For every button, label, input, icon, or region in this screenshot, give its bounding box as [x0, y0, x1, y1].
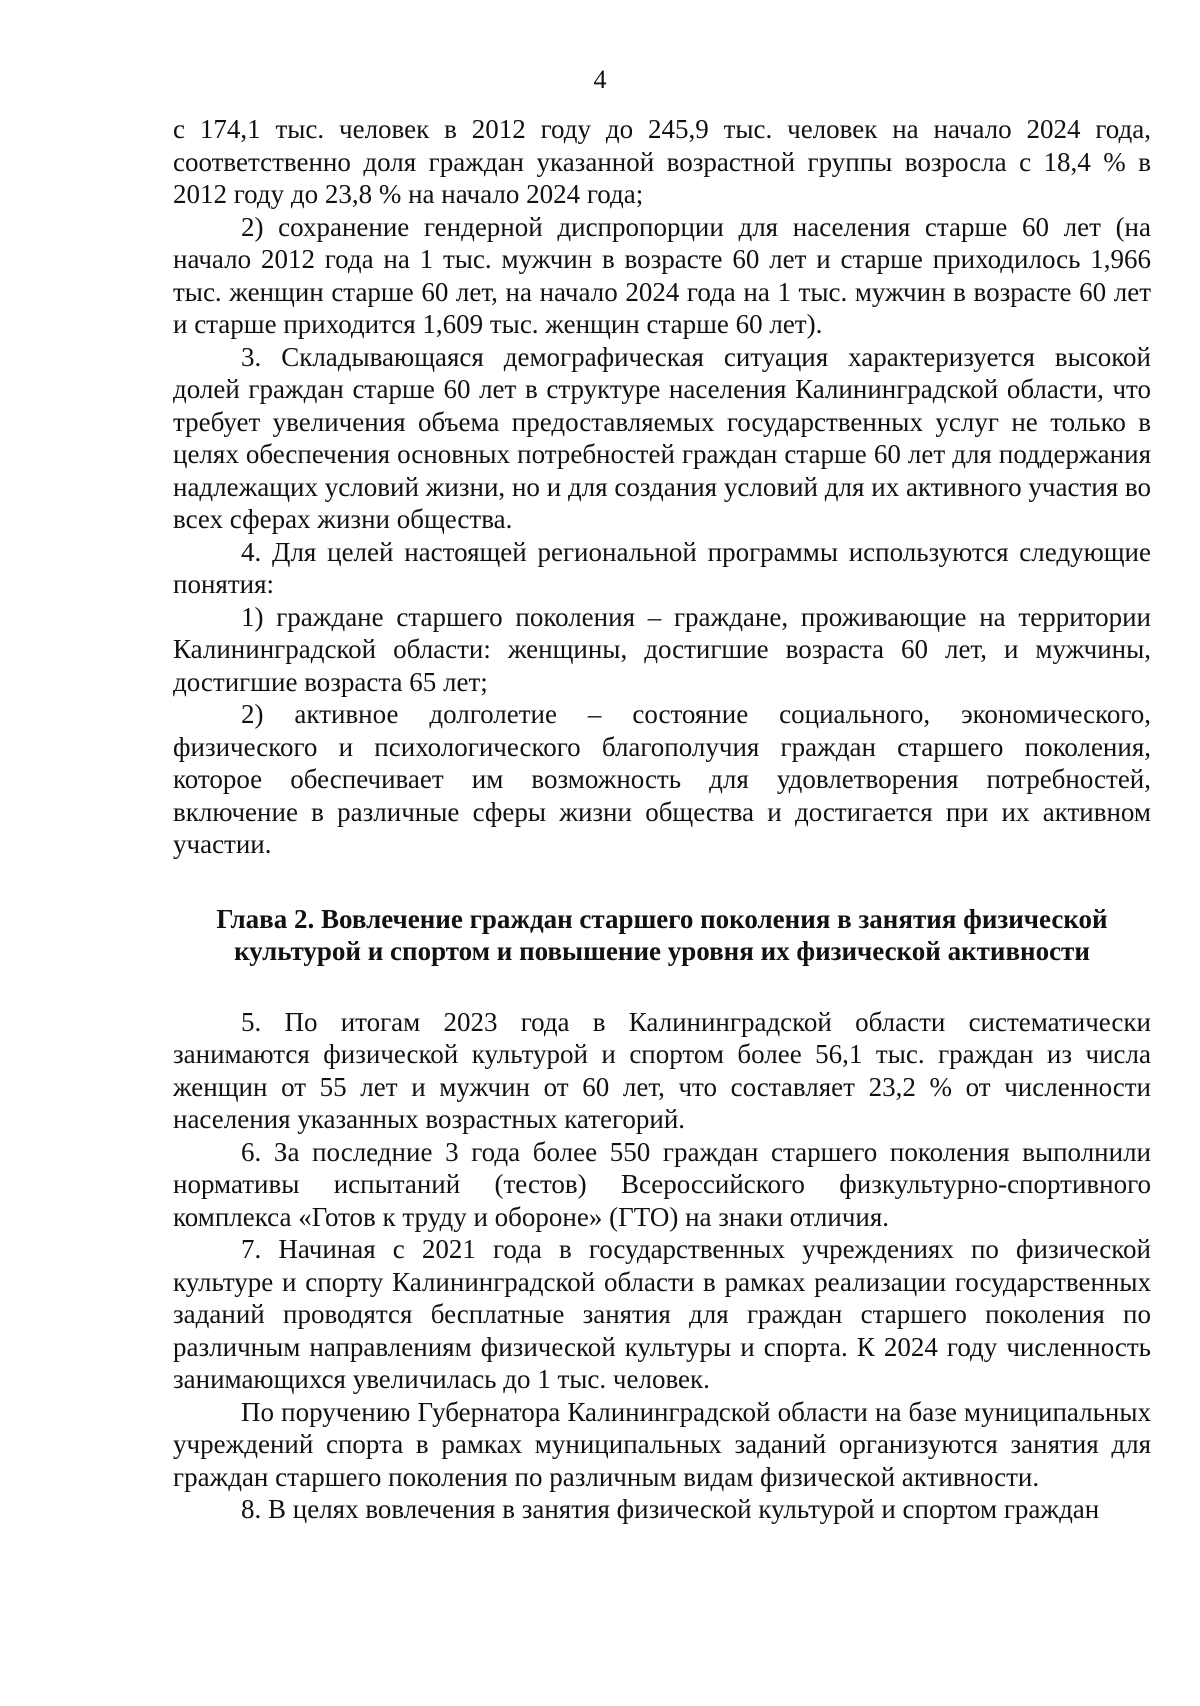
paragraph-continuation: с 174,1 тыс. человек в 2012 году до 245,9 тыс. человек на начало 2024 года, соответственно доля граждан указанной возрастной группы возросла с 18,4 % в 2012 году до 23,8 % на начало 2024 года; — [173, 114, 1151, 209]
paragraph-7: 7. Начиная с 2021 года в государственных учреждениях по физической культуре и спорту Калининградской области в рамках реализации государственных заданий проводятся бесплатные занятия для граждан старшего поколения по различным направлениям физической культуры и спорта. К 2024 году численность занимающихся увеличилась до 1 тыс. человек. — [173, 1234, 1151, 1394]
page-number: 4 — [593, 65, 607, 94]
chapter-heading-line1: Глава 2. Вовлечение граждан старшего поколения в занятия физической — [216, 903, 1108, 934]
definition-active-longevity: 2) активное долголетие – состояние социального, экономического, физического и психологического благополучия граждан старшего поколения, которое обеспечивает им возможность для удовлетворения потребностей, включение в различные сферы жизни общества и достигается при их активном участии. — [173, 699, 1151, 859]
document-body — [173, 113, 1151, 1526]
paragraph-8: 8. В целях вовлечения в занятия физической культурой и спортом граждан — [241, 1494, 1100, 1524]
paragraph-6: 6. За последние 3 года более 550 граждан старшего поколения выполнили нормативы испытаний (тестов) Всероссийского физкультурно-спортивного комплекса «Готов к труду и обороне» (ГТО) на знаки отличия. — [173, 1136, 1151, 1232]
paragraph-gender-disproportion: 2) сохранение гендерной диспропорции для населения старше 60 лет (на начало 2012 года на 1 тыс. мужчин в возрасте 60 лет и старше приходилось 1,966 тыс. женщин старше 60 лет, на начало 2024 года на 1 тыс. мужчин в возрасте 60 лет и старше приходится 1,609 тыс. женщин старше 60 лет). — [173, 211, 1151, 339]
paragraph-3: 3. Складывающаяся демографическая ситуация характеризуется высокой долей граждан старше 60 лет в структуре населения Калининградской области, что требует увеличения объема предоставляемых государственных услуг не только в целях обеспечения основных потребностей граждан старше 60 лет для поддержания надлежащих условий жизни, но и для создания условий для их активного участия во всех сферах жизни общества. — [173, 341, 1151, 534]
chapter-heading — [173, 903, 1151, 968]
paragraph-5: 5. По итогам 2023 года в Калининградской области систематически занимаются физической культурой и спортом более 56,1 тыс. граждан из числа женщин от 55 лет и мужчин от 60 лет, что составляет 23,2 % от численности населения указанных возрастных категорий. — [173, 1006, 1151, 1134]
chapter-heading-line2: культурой и спортом и повышение уровня их физической активности — [234, 936, 1090, 966]
paragraph-4: 4. Для целей настоящей региональной программы используются следующие понятия: — [173, 536, 1151, 599]
paragraph-governor-instruction: По поручению Губернатора Калининградской области на базе муниципальных учреждений спорта в рамках муниципальных заданий организуются занятия для граждан старшего поколения по различным видам физической активности. — [173, 1396, 1151, 1492]
definition-senior-citizens: 1) граждане старшего поколения – граждане, проживающие на территории Калининградской области: женщины, достигшие возраста 60 лет, и мужчины, достигшие возраста 65 лет; — [173, 601, 1151, 697]
